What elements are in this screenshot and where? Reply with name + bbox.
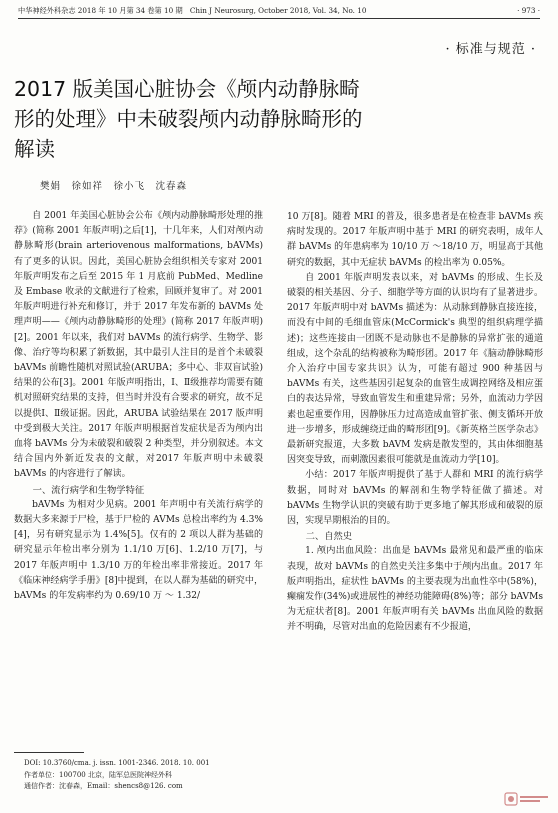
section-label: · 标准与规范 · [445, 42, 536, 57]
footnote-divider [14, 752, 84, 753]
journal-citation: 中华神经外科杂志 2018 年 10 月第 34 卷第 10 期 Chin J Neurosurg, October 2018, Vol. 34, No. 10 [18, 6, 367, 15]
hemorrhage-risk-paragraph: 1. 颅内出血风险：出血是 bAVMs 最常见和最严重的临床表现，故对 bAVMs 的自然史关注多集中于颅内出血。2017 年版声明指出，症状性 bAVMs 的主要表现为出血性卒中(58%)，癫痫发作(34%)或进展性的神经功能障碍(8%)等；部分 bAVMs 为无症状者[8]。2001 年版声明有关 bAVMs 出血风险的数据并不明确，尽管对出血的危险因素有不少报道， [287, 546, 543, 633]
epidemiology-paragraph: bAVMs 为相对少见病。2001 年声明中有关流行病学的数据大多来源于尸检，基于尸检的 AVMs 总检出率约为 4.3%[4]，另有研究显示为 1.4%[5]。仅有的 2 项以人群为基础的研究显示年检出率分别为 1.1/10 万[6]、1.2/10 万[7]，与 2017 年版声明中 1.3/10 万的年检出率非常接近。2017 年《临床神经病学手册》[8]中提到，在以人群为基础的研究中，bAVMs 的年发病率约为 0.69/10 万 ～ 1.32/ [14, 499, 263, 602]
summary-paragraph: 小结：2017 年版声明提供了基于人群和 MRI 的流行病学数据，同时对 bAVMs 的解剖和生物学特征做了描述。对 bAVMs 生物学认识的突破有助于更多地了解其形成和破裂的原因，实现早期根治的目的。 [287, 470, 543, 527]
section-heading-epidemiology: 一、流行病学和生物学特征 [32, 484, 145, 496]
affiliation-line: 作者单位：100700 北京，陆军总医院神经外科 [24, 770, 172, 779]
author-list: 樊娟 徐如祥 徐小飞 沈春森 [40, 181, 188, 192]
running-header [18, 6, 540, 19]
biology-paragraph: 自 2001 年版声明发表以来，对 bAVMs 的形成、生长及破裂的相关基因、分子、细胞学等方面的认识均有了显著进步。2017 年版声明中对 bAVMs 描述为：从动脉到静脉直接连接，而没有中间的毛细血管床(McCormick's 典型的组织病理学描述)；这些连接由一团既不是动脉也不是静脉的异常扩张的通道组成，这个杂乱的结构被称为畸形团。2017 年《脑动静脉畸形介入治疗中国专家共识》认为，可能有超过 900 种基因与 bAVMs 有关，这些基因引起复杂的血管生成调控网络及相应蛋白的表达异常，导致血管发生和重建异常；另外，血流动力学因素也起重要作用，因静脉压力过高造成血管扩张、侧支循环开放进一步增多，形成缠绕迂曲的畸形团[9]。《新英格兰医学杂志》最新研究报道，大多数 bAVM 发病是散发型的，其由体细胞基因突变导致，而刺激因素很可能就是血流动力学[10]。 [287, 272, 543, 466]
watermark-logo-icon [504, 791, 550, 807]
page-number: · 973 · [517, 6, 540, 15]
epidemiology-continued-paragraph: 10 万[8]。随着 MRI 的普及，很多患者是在检查非 bAVMs 疾病时发现的。2017 年版声明中基于 MRI 的研究表明，成年人群 bAVMs 的年患病率为 10/10 万 ～18/10 万，明显高于其他研究的数据，其中无症状 bAVMs 的检出率为 0.05%。 [287, 212, 543, 268]
left-column [14, 209, 263, 604]
article-title: 2017 版美国心脏协会《颅内动静脉畸形的处理》中未破裂颅内动静脉畸形的解读 [14, 77, 363, 161]
doi-line: DOI: 10.3760/cma. j. issn. 1001-2346. 2018. 10. 001 [24, 759, 210, 767]
footnotes [24, 758, 264, 793]
intro-paragraph: 自 2001 年美国心脏协会公布《颅内动静脉畸形处理的推荐》(简称 2001 年版声明)之后[1]，十几年来，人们对颅内动静脉畸形(brain arteriovenous malformations, bAVMs)有了更多的认识。因此，美国心脏协会组织相关专家对 2001 年版声明发布之后至 2015 年 1 月底前 PubMed、Medline 及 Embase 收录的文献进行了检索，回顾并复审了。对 2001 年版声明进行补充和修订，并于 2017 年发布新的 bAVMs 处理声明——《颅内动静脉畸形的处理》(简称 2017 年版声明)[2]。2001 年以来，我们对 bAVMs 的流行病学、生物学、影像、治疗等均积累了新数据，其中最引人注目的是首个未破裂 bAVMs 前瞻性随机对照试验(ARUBA；多中心、非双盲试验)结果的公布[3]。2001 年版声明指出，Ⅰ、Ⅱ级推荐均需要有随机对照研究结果的支持，但当时并没有合要求的研究，故不足以提供Ⅰ、Ⅱ级证据。因此，ARUBA 试验结果在 2017 版声明中受到极大关注。2017 年版声明根据首发症状是否为颅内出血将 bAVMs 分为未破裂和破裂 2 种类型，并分别叙述。本文结合国内外新近发表的文献，对2017 年版声明中未破裂 bAVMs 的内容进行了解读。 [14, 211, 263, 480]
right-column [287, 210, 543, 636]
correspondence-line: 通信作者：沈春森，Email：shencs8@126. com [24, 782, 183, 790]
section-heading-natural-history: 二、自然史 [305, 531, 353, 543]
